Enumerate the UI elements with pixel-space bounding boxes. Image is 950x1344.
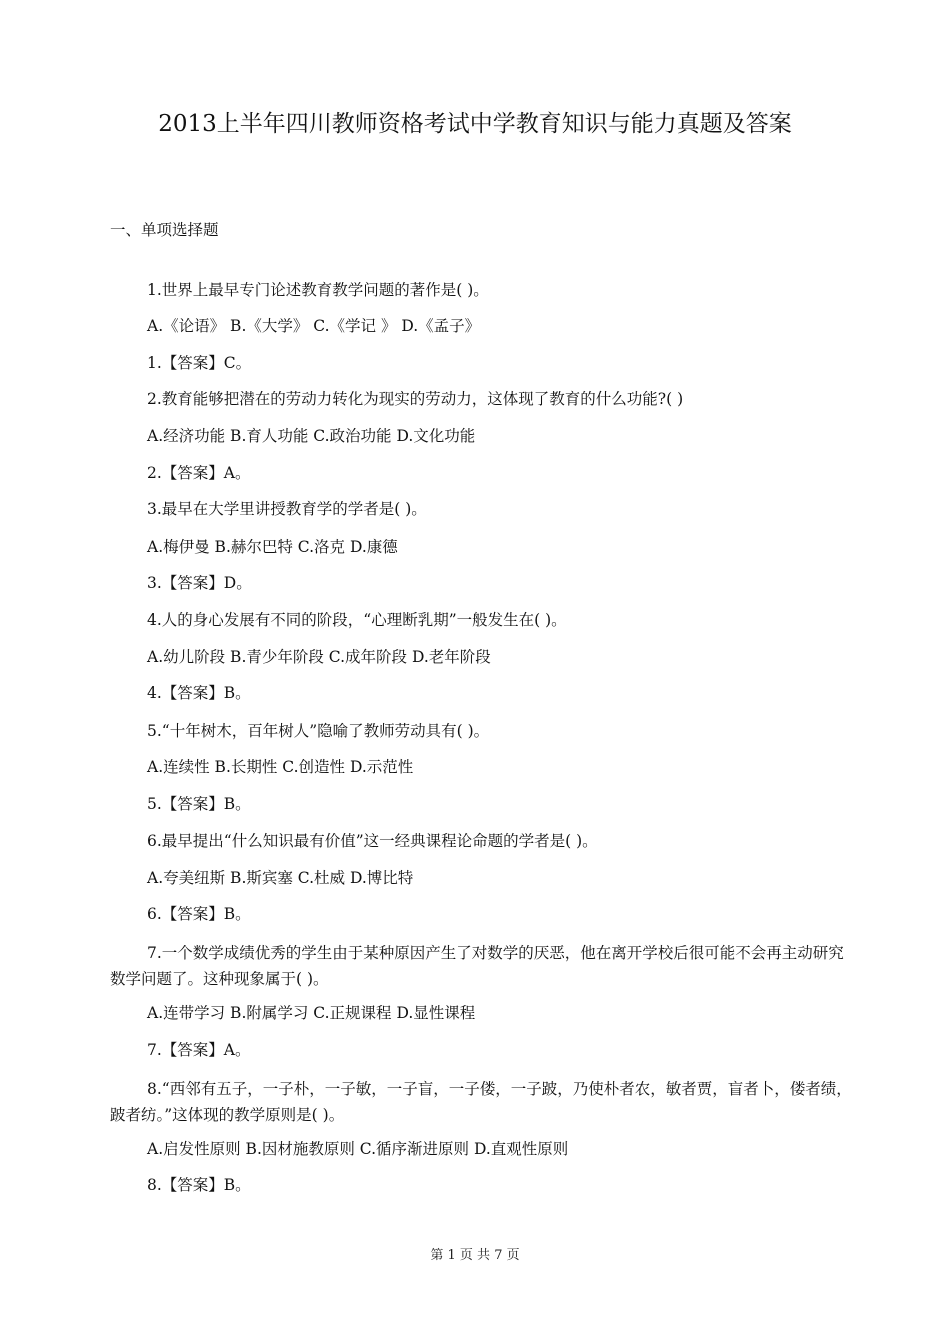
question-2-text: 2.教育能够把潜在的劳动力转化为现实的劳动力，这体现了教育的什么功能?( )	[147, 390, 684, 408]
question-6-options: A.夸美纽斯 B.斯宾塞 C.杜威 D.博比特	[147, 869, 414, 887]
question-8-options: A.启发性原则 B.因材施教原则 C.循序渐进原则 D.直观性原则	[147, 1140, 569, 1158]
document-title: 2013上半年四川教师资格考试中学教育知识与能力真题及答案	[158, 111, 792, 137]
question-4-text: 4.人的身心发展有不同的阶段，“心理断乳期”一般发生在( )。	[147, 611, 567, 629]
question-1-answer: 1.【答案】C。	[147, 354, 252, 372]
question-1-text: 1.世界上最早专门论述教育教学问题的著作是( )。	[147, 281, 489, 299]
question-7-text: 7.一个数学成绩优秀的学生由于某种原因产生了对数学的厌恶，他在离开学校后很可能不会再主动研究数学问题了。这种现象属于( )。	[110, 944, 844, 988]
section-heading: 一、单项选择题	[110, 221, 219, 239]
question-2-options: A.经济功能 B.育人功能 C.政治功能 D.文化功能	[147, 427, 476, 445]
question-1-options: A.《论语》 B.《大学》 C.《学记 》 D.《孟子》	[147, 317, 481, 335]
question-3-text: 3.最早在大学里讲授教育学的学者是( )。	[147, 500, 427, 518]
question-8-answer: 8.【答案】B。	[147, 1176, 251, 1194]
question-3-options: A.梅伊曼 B.赫尔巴特 C.洛克 D.康德	[147, 538, 398, 556]
question-7-answer: 7.【答案】A。	[147, 1041, 251, 1059]
question-6-text: 6.最早提出“什么知识最有价值”这一经典课程论命题的学者是( )。	[147, 832, 598, 850]
question-4-answer: 4.【答案】B。	[147, 684, 251, 702]
question-5-options: A.连续性 B.长期性 C.创造性 D.示范性	[147, 758, 414, 776]
question-5-text: 5.“十年树木，百年树人”隐喻了教师劳动具有( )。	[147, 722, 490, 740]
question-3-answer: 3.【答案】D。	[147, 574, 252, 592]
question-8-text: 8.“西邻有五子，一子朴，一子敏，一子盲，一子偻，一子跛，乃使朴者农，敏者贾，盲者卜，偻者绩，跛者纺。”这体现的教学原则是( )。	[110, 1080, 852, 1124]
question-6-answer: 6.【答案】B。	[147, 905, 251, 923]
question-5-answer: 5.【答案】B。	[147, 795, 251, 813]
question-2-answer: 2.【答案】A。	[147, 464, 251, 482]
question-4-options: A.幼儿阶段 B.青少年阶段 C.成年阶段 D.老年阶段	[147, 648, 491, 666]
question-7-options: A.连带学习 B.附属学习 C.正规课程 D.显性课程	[147, 1004, 476, 1022]
page-footer: 第 1 页 共 7 页	[430, 1248, 520, 1263]
